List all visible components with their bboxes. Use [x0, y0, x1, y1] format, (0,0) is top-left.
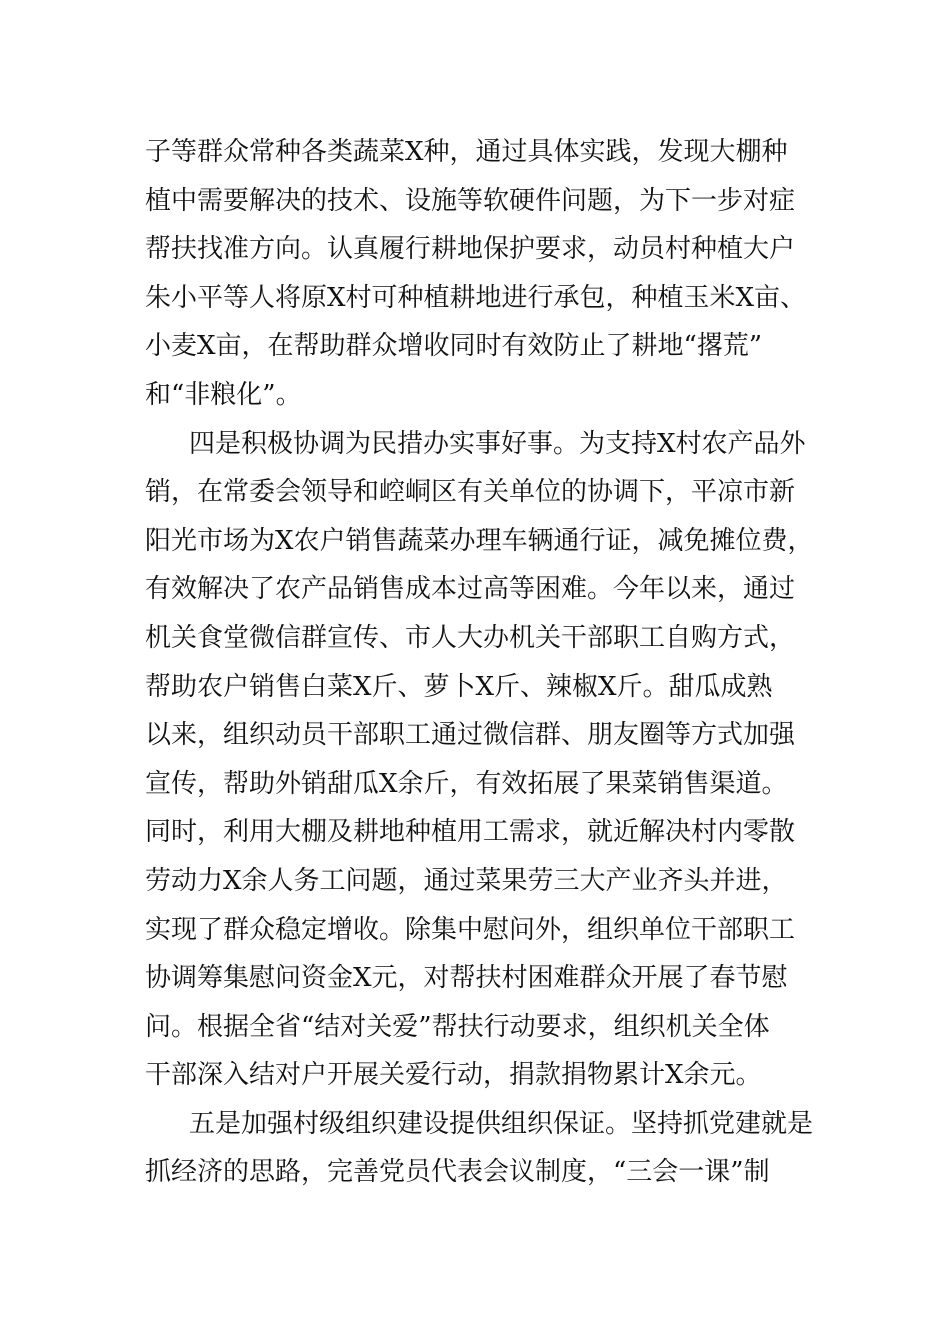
text-line: 销，在常委会领导和崆峒区有关单位的协调下，平凉市新 [145, 477, 796, 508]
text-line: 植中需要解决的技术、设施等软硬件问题，为下一步对症 [145, 185, 796, 216]
paragraph-first-line: 五是加强村级组织建设提供组织保证。坚持抓党建就是 [189, 1108, 814, 1139]
text-line: 阳光市场为X农户销售蔬菜办理车辆通行证，减免摊位费， [145, 525, 814, 556]
text-line: 子等群众常种各类蔬菜X种，通过具体实践，发现大棚种 [145, 137, 788, 167]
paragraph-first-line: 四是积极协调为民措办实事好事。为支持X村农产品外 [189, 428, 806, 459]
text-line: 协调筹集慰问资金X元，对帮扶村困难群众开展了春节慰 [145, 963, 788, 994]
text-line: 宣传，帮助外销甜瓜X余斤，有效拓展了果菜销售渠道。 [145, 768, 788, 799]
text-line: 实现了群众稳定增收。除集中慰问外，组织单位干部职工 [145, 914, 796, 945]
text-line: 机关食堂微信群宣传、市人大办机关干部职工自购方式， [145, 622, 796, 653]
text-line: 有效解决了农产品销售成本过高等困难。今年以来，通过 [145, 574, 796, 605]
text-line: 抓经济的思路，完善党员代表会议制度，“三会一课”制 [145, 1157, 770, 1188]
text-line: 问。根据全省“结对关爱”帮扶行动要求，组织机关全体 [145, 1011, 770, 1042]
text-line: 帮扶找准方向。认真履行耕地保护要求，动员村种植大户 [145, 234, 796, 265]
text-line: 同时，利用大棚及耕地种植用工需求，就近解决村内零散 [145, 817, 796, 848]
text-line: 和“非粮化”。 [145, 379, 302, 410]
text-line: 小麦X亩，在帮助群众增收同时有效防止了耕地“撂荒” [145, 331, 763, 362]
text-line: 干部深入结对户开展关爱行动，捐款捐物累计X余元。 [145, 1060, 762, 1091]
text-line: 劳动力X余人务工问题，通过菜果劳三大产业齐头并进， [145, 865, 788, 896]
text-line: 以来，组织动员干部职工通过微信群、朋友圈等方式加强 [145, 720, 796, 751]
body-text [145, 128, 825, 1197]
text-line: 帮助农户销售白菜X斤、萝卜X斤、辣椒X斤。甜瓜成熟 [145, 671, 773, 702]
text-line: 朱小平等人将原X村可种植耕地进行承包，种植玉米X亩、 [145, 282, 807, 313]
